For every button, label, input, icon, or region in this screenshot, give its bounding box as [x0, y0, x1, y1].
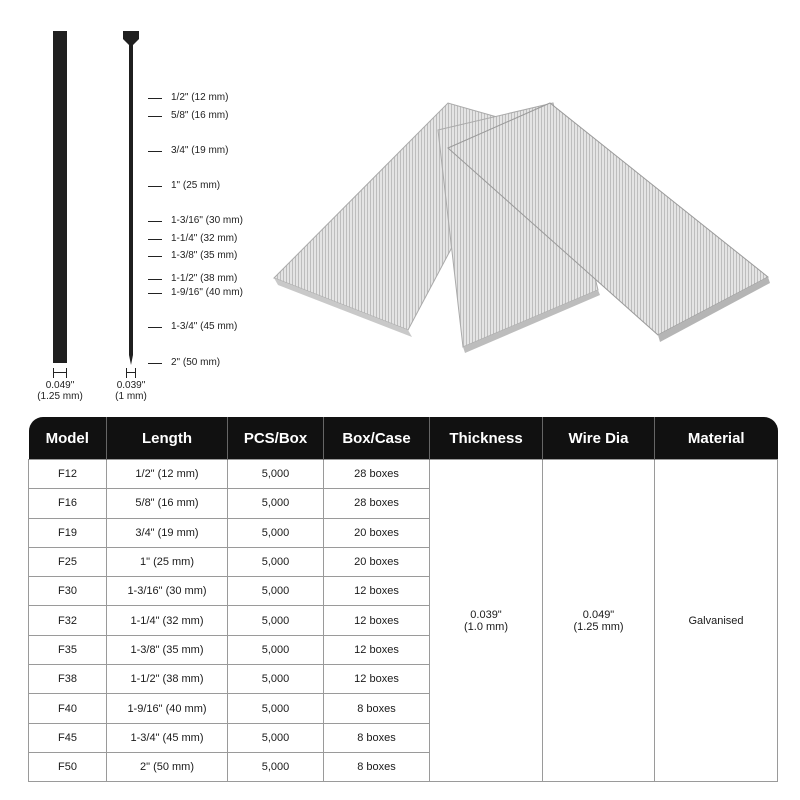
cell-length: 5/8" (16 mm) [107, 489, 228, 518]
length-label: 2" (50 mm) [171, 357, 221, 368]
length-label: 3/4" (19 mm) [171, 145, 229, 156]
cell-model: F50 [29, 752, 107, 781]
cell-pcs: 5,000 [228, 665, 324, 694]
length-label: 5/8" (16 mm) [171, 110, 229, 121]
length-tick [148, 327, 162, 328]
cell-pcs: 5,000 [228, 694, 324, 723]
length-tick [148, 98, 162, 99]
cell-pcs: 5,000 [228, 547, 324, 576]
cell-wire-dia: 0.049" (1.25 mm) [543, 460, 655, 782]
nail-strips-image [268, 95, 778, 360]
cell-pcs: 5,000 [228, 489, 324, 518]
cell-pcs: 5,000 [228, 723, 324, 752]
cell-pcs: 5,000 [228, 752, 324, 781]
cell-length: 3/4" (19 mm) [107, 518, 228, 547]
length-label: 1-1/2" (38 mm) [171, 273, 238, 284]
cell-model: F25 [29, 547, 107, 576]
cell-model: F30 [29, 577, 107, 606]
cell-length: 1-1/2" (38 mm) [107, 665, 228, 694]
wire-dimension-mark [126, 368, 136, 378]
spec-table [28, 417, 778, 782]
length-label: 1-3/16" (30 mm) [171, 215, 243, 226]
cell-length: 1-3/8" (35 mm) [107, 635, 228, 664]
cell-pcs: 5,000 [228, 635, 324, 664]
cell-box-case: 20 boxes [324, 547, 430, 576]
cell-box-case: 12 boxes [324, 577, 430, 606]
cell-length: 2" (50 mm) [107, 752, 228, 781]
header-pcs-box: PCS/Box [228, 417, 324, 460]
cell-box-case: 20 boxes [324, 518, 430, 547]
cell-box-case: 28 boxes [324, 460, 430, 489]
brad-nail-thick [53, 31, 67, 363]
length-label: 1-3/4" (45 mm) [171, 321, 238, 332]
length-tick [148, 116, 162, 117]
length-tick [148, 186, 162, 187]
header-box-case: Box/Case [324, 417, 430, 460]
cell-box-case: 12 boxes [324, 665, 430, 694]
length-tick [148, 151, 162, 152]
cell-box-case: 8 boxes [324, 723, 430, 752]
cell-model: F40 [29, 694, 107, 723]
cell-box-case: 12 boxes [324, 606, 430, 635]
cell-pcs: 5,000 [228, 606, 324, 635]
cell-model: F35 [29, 635, 107, 664]
table-row [29, 460, 778, 489]
cell-length: 1-3/16" (30 mm) [107, 577, 228, 606]
cell-thickness: 0.039" (1.0 mm) [430, 460, 543, 782]
length-tick [148, 256, 162, 257]
cell-length: 1" (25 mm) [107, 547, 228, 576]
header-wire-dia: Wire Dia [543, 417, 655, 460]
cell-model: F45 [29, 723, 107, 752]
thickness-dimension-label: 0.049" (1.25 mm) [37, 380, 83, 402]
length-tick [148, 239, 162, 240]
cell-model: F38 [29, 665, 107, 694]
cell-pcs: 5,000 [228, 460, 324, 489]
cell-box-case: 12 boxes [324, 635, 430, 664]
thickness-dimension-mark [53, 368, 67, 378]
length-tick [148, 279, 162, 280]
cell-box-case: 28 boxes [324, 489, 430, 518]
wire-dimension-label: 0.039" (1 mm) [115, 380, 147, 402]
cell-material: Galvanised [655, 460, 778, 782]
table-header-row [29, 417, 778, 460]
cell-model: F32 [29, 606, 107, 635]
cell-length: 1/2" (12 mm) [107, 460, 228, 489]
cell-model: F16 [29, 489, 107, 518]
cell-length: 1-1/4" (32 mm) [107, 606, 228, 635]
header-thickness: Thickness [430, 417, 543, 460]
length-label: 1-9/16" (40 mm) [171, 287, 243, 298]
length-label: 1-3/8" (35 mm) [171, 250, 238, 261]
length-label: 1" (25 mm) [171, 180, 221, 191]
header-length: Length [107, 417, 228, 460]
header-material: Material [655, 417, 778, 460]
length-tick [148, 221, 162, 222]
brad-nail-headed [123, 31, 139, 365]
cell-length: 1-3/4" (45 mm) [107, 723, 228, 752]
cell-model: F19 [29, 518, 107, 547]
cell-pcs: 5,000 [228, 518, 324, 547]
cell-model: F12 [29, 460, 107, 489]
cell-length: 1-9/16" (40 mm) [107, 694, 228, 723]
header-model: Model [29, 417, 107, 460]
length-label: 1/2" (12 mm) [171, 92, 229, 103]
cell-box-case: 8 boxes [324, 752, 430, 781]
length-label: 1-1/4" (32 mm) [171, 233, 238, 244]
cell-box-case: 8 boxes [324, 694, 430, 723]
length-tick [148, 293, 162, 294]
cell-pcs: 5,000 [228, 577, 324, 606]
length-tick [148, 363, 162, 364]
